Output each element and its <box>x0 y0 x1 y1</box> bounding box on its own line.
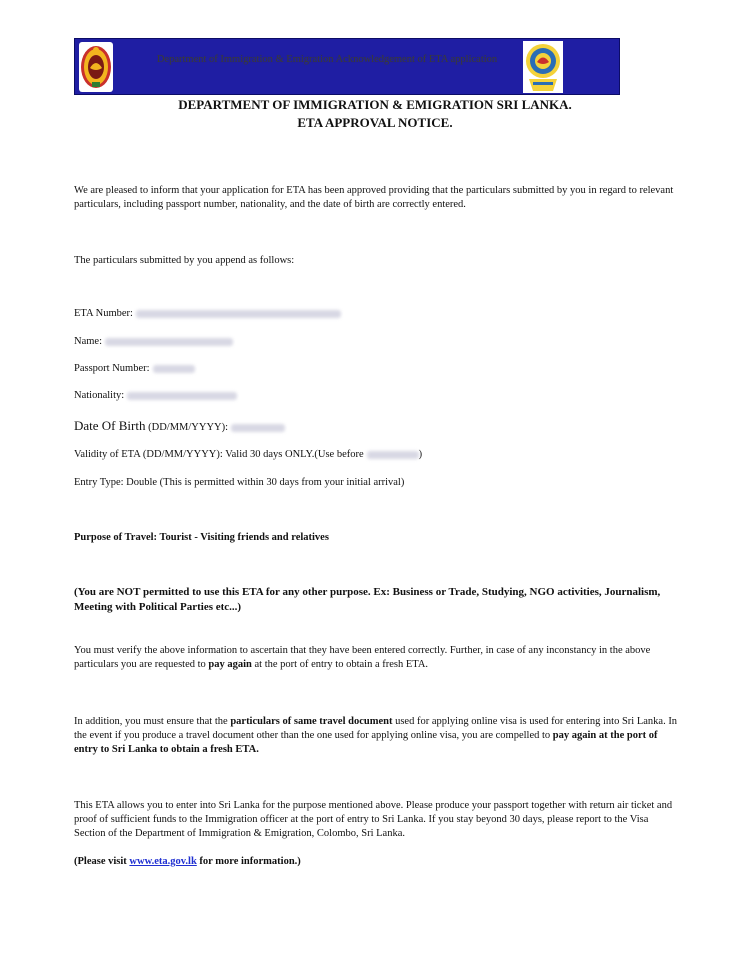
date-of-birth-label: Date Of Birth <box>74 418 146 433</box>
header-banner <box>74 38 620 95</box>
validity-date-redacted <box>367 451 419 459</box>
page-title-notice: ETA APPROVAL NOTICE. <box>297 115 453 130</box>
name-label: Name: <box>74 336 102 347</box>
visit-text-after: for more information.) <box>196 856 301 867</box>
passport-number-label: Passport Number: <box>74 363 150 374</box>
eta-number-field <box>74 308 341 319</box>
date-of-birth-field <box>74 418 285 434</box>
passport-number-redacted <box>153 365 195 373</box>
addition-bold-1: particulars of same travel document <box>230 716 393 727</box>
validity-close: ) <box>418 449 423 460</box>
date-of-birth-format: (DD/MM/YYYY): <box>148 422 229 433</box>
passport-number-field <box>74 363 195 374</box>
verify-text-after: at the port of entry to obtain a fresh ETA. <box>251 659 429 670</box>
sri-lanka-emblem-icon <box>79 42 113 92</box>
addition-text-2: used for applying online visa is used for entering into Sri Lanka. In the event if you produce a travel document other than the one used for applying online visa, you are compelled to <box>74 716 678 741</box>
warning-paragraph: (You are NOT permitted to use this ETA for any other purpose. Ex: Business or Trade, Studying, NGO activities, Journalism, Meeting with Political Parties etc...) <box>74 586 661 613</box>
visit-paragraph <box>74 855 684 869</box>
verify-text-bold: pay again <box>208 659 252 670</box>
name-field <box>74 336 233 347</box>
addition-text-1: In addition, you must ensure that the <box>74 716 231 727</box>
allows-paragraph: This ETA allows you to enter into Sri Lanka for the purpose mentioned above. Please produce your passport together with return air ticket and proof of sufficient funds to the Immigration officer at the port of entry to Sri Lanka. If you stay beyond 30 days, please report to the Visa Section of the Department of Immigration & Emigration, Colombo, Sri Lanka. <box>74 800 673 839</box>
validity-field <box>74 449 422 460</box>
particulars-intro: The particulars submitted by you append as follows: <box>74 255 295 266</box>
validity-label: Validity of ETA (DD/MM/YYYY): Valid 30 days ONLY.(Use before <box>74 449 364 460</box>
banner-title: Department of Immigration & Emigration Acknowledgement of ETA application <box>156 54 498 65</box>
intro-paragraph: We are pleased to inform that your application for ETA has been approved providing that the particulars submitted by you in regard to relevant particulars, including passport number, nationality, and the date of birth are correctly entered. <box>74 185 674 210</box>
purpose-of-travel: Purpose of Travel: Tourist - Visiting friends and relatives <box>74 532 329 543</box>
date-of-birth-redacted <box>231 424 285 432</box>
addition-paragraph <box>74 715 682 757</box>
eta-website-link[interactable]: www.eta.gov.lk <box>129 856 197 867</box>
addition-bold-2: pay again at the port of entry to Sri Lanka to obtain a fresh ETA. <box>74 730 658 755</box>
immigration-department-logo-icon <box>523 41 563 93</box>
nationality-field <box>74 390 237 401</box>
eta-number-label: ETA Number: <box>74 308 133 319</box>
page-title-department: DEPARTMENT OF IMMIGRATION & EMIGRATION SRI LANKA. <box>178 97 572 112</box>
nationality-redacted <box>127 392 237 400</box>
entry-type-field: Entry Type: Double (This is permitted within 30 days from your initial arrival) <box>74 477 405 488</box>
eta-number-redacted <box>136 310 341 318</box>
verify-paragraph <box>74 644 686 672</box>
nationality-label: Nationality: <box>74 390 125 401</box>
visit-text-before: (Please visit <box>74 856 130 867</box>
verify-text-before: You must verify the above information to ascertain that they have been entered correctly. Further, in case of any inconstancy in the above particulars you are requested to <box>74 645 651 670</box>
name-redacted <box>105 338 233 346</box>
